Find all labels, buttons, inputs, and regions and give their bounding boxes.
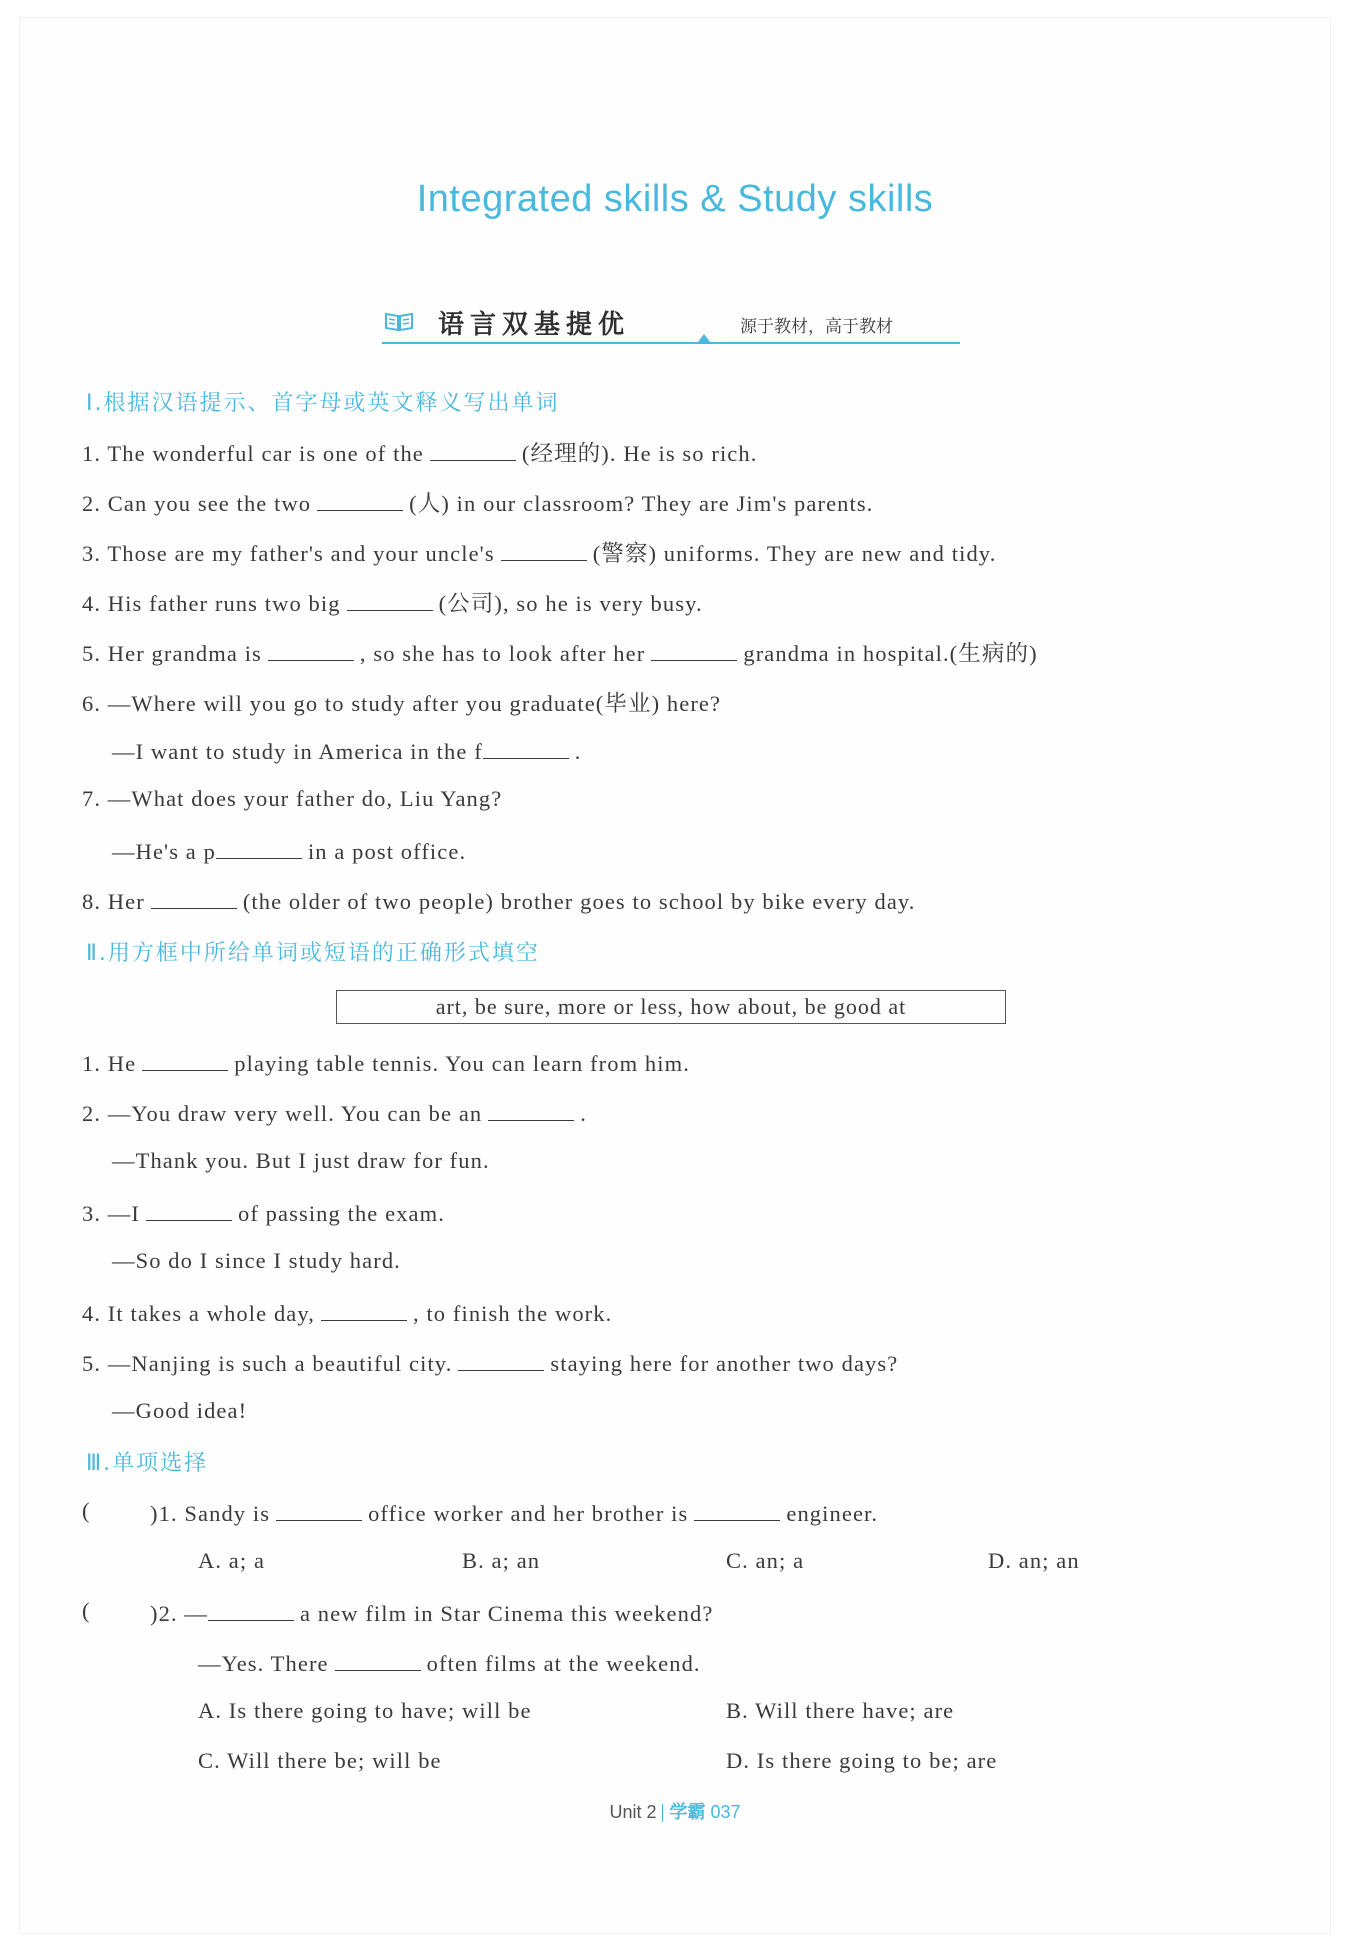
s2-q3-text-c: —So do I since I study hard.: [112, 1248, 401, 1273]
s1-q5-text-c: grandma in hospital.(生病的): [743, 641, 1038, 666]
s1-q2-blank[interactable]: [317, 488, 403, 511]
s2-q4-text-b: , to finish the work.: [413, 1301, 613, 1326]
s1-question-2: [82, 486, 1310, 518]
s3-q2-text-b: a new film in Star Cinema this weekend?: [300, 1601, 714, 1626]
s3-question-2-reply: [198, 1648, 1310, 1677]
s1-question-4: [82, 586, 1310, 618]
s2-question-2: [82, 1098, 1310, 1127]
banner-underline: [382, 342, 960, 344]
s1-q5-blank-2[interactable]: [651, 638, 737, 661]
s2-question-3-reply: [112, 1248, 1310, 1274]
s3-q1-option-d[interactable]: D. an; an: [988, 1548, 1080, 1573]
s1-question-1: [82, 436, 1310, 468]
s3-q2-blank-2[interactable]: [335, 1648, 421, 1671]
s2-q2-text-a: 2. —You draw very well. You can be an: [82, 1101, 483, 1126]
s1-q7-text-b: —He's a p: [112, 839, 216, 864]
s3-q1-option-b[interactable]: B. a; an: [462, 1548, 541, 1573]
banner-title: 语言双基提优: [438, 310, 631, 340]
s1-q5-text-b: , so she has to look after her: [359, 641, 646, 666]
s2-q5-text-c: —Good idea!: [112, 1398, 248, 1423]
banner-subtitle: 源于教材，高于教材: [740, 317, 893, 337]
s3-q1-answer-paren[interactable]: (: [82, 1498, 90, 1523]
s1-q5-text-a: 5. Her grandma is: [82, 641, 262, 666]
s2-q1-blank[interactable]: [142, 1048, 228, 1071]
worksheet-page: [20, 18, 1330, 1933]
s3-q1-blank-1[interactable]: [276, 1498, 362, 1521]
s3-q2-blank-1[interactable]: [208, 1598, 294, 1621]
s2-q3-text-a: 3. —I: [82, 1201, 140, 1226]
s2-q5-blank[interactable]: [458, 1348, 544, 1371]
s2-question-4: [82, 1298, 1310, 1327]
s1-q6-text-b: —I want to study in America in the f: [112, 739, 483, 764]
s3-q2-text-d: often films at the weekend.: [426, 1651, 701, 1676]
s1-question-3: [82, 536, 1310, 568]
s2-q3-text-b: of passing the exam.: [238, 1201, 445, 1226]
s3-q1-option-c[interactable]: C. an; a: [726, 1548, 805, 1573]
section1-heading: Ⅰ.根据汉语提示、首字母或英文释义写出单词: [86, 391, 560, 416]
word-bank-box: art, be sure, more or less, how about, be good at: [336, 990, 1006, 1024]
s3-q2-text-c: —Yes. There: [198, 1651, 329, 1676]
s1-question-6: [82, 686, 1310, 718]
s3-q1-blank-2[interactable]: [694, 1498, 780, 1521]
s2-q4-text-a: 4. It takes a whole day,: [82, 1301, 315, 1326]
banner-triangle: [698, 334, 710, 342]
s2-q4-blank[interactable]: [321, 1298, 407, 1321]
s2-q5-text-a: 5. —Nanjing is such a beautiful city.: [82, 1351, 453, 1376]
s1-question-7-reply: [112, 836, 1310, 865]
s1-q2-text-a: 2. Can you see the two: [82, 491, 312, 516]
s2-q2-blank[interactable]: [488, 1098, 574, 1121]
s1-question-6-reply: [112, 736, 1310, 765]
s1-q4-text-b: (公司), so he is very busy.: [438, 591, 703, 616]
s3-q1-text-a: )1. Sandy is: [150, 1501, 271, 1526]
s1-q2-text-b: (人) in our classroom? They are Jim's parents.: [409, 491, 874, 516]
section3-heading: Ⅲ.单项选择: [86, 1451, 209, 1476]
s1-q8-blank[interactable]: [151, 886, 237, 909]
section-banner: [382, 300, 960, 344]
footer-page-number: 037: [710, 1802, 741, 1822]
s2-question-5-reply: [112, 1398, 1310, 1424]
s3-q2-text-a: )2. —: [150, 1601, 208, 1626]
s1-q1-text-b: (经理的). He is so rich.: [521, 441, 758, 466]
s1-q7-blank[interactable]: [216, 836, 302, 859]
s2-q2-text-b: .: [580, 1101, 587, 1126]
s2-q3-blank[interactable]: [146, 1198, 232, 1221]
s1-q1-text-a: 1. The wonderful car is one of the: [82, 441, 424, 466]
s1-question-8: [82, 886, 1310, 915]
s1-q8-text-b: (the older of two people) brother goes to school by bike every day.: [242, 889, 916, 914]
footer-unit: Unit 2: [609, 1802, 657, 1822]
s3-question-1: [150, 1498, 1310, 1527]
s3-q2-option-b[interactable]: B. Will there have; are: [726, 1698, 955, 1723]
s1-question-7: [82, 786, 1310, 812]
s1-q3-text-a: 3. Those are my father's and your uncle's: [82, 541, 495, 566]
s2-question-3: [82, 1198, 1310, 1227]
s1-q6-blank[interactable]: [483, 736, 569, 759]
s1-q6-text-a: 6. —Where will you go to study after you graduate(毕业) here?: [82, 691, 722, 716]
book-icon: [384, 310, 414, 332]
s3-q1-option-a[interactable]: A. a; a: [198, 1548, 266, 1573]
s1-q4-text-a: 4. His father runs two big: [82, 591, 341, 616]
page-title: Integrated skills & Study skills: [416, 178, 934, 220]
footer-brand: 学霸: [669, 1802, 706, 1823]
s1-q3-blank[interactable]: [501, 538, 587, 561]
s1-q3-text-b: (警察) uniforms. They are new and tidy.: [592, 541, 997, 566]
s3-q1-text-c: engineer.: [786, 1501, 879, 1526]
page-footer: [20, 1798, 1330, 1824]
s1-q7-text-a: 7. —What does your father do, Liu Yang?: [82, 786, 503, 811]
s1-question-5: [82, 636, 1310, 668]
s2-q1-text-a: 1. He: [82, 1051, 137, 1076]
s1-q5-blank-1[interactable]: [268, 638, 354, 661]
s2-q5-text-b: staying here for another two days?: [550, 1351, 899, 1376]
s1-q4-blank[interactable]: [347, 588, 433, 611]
s1-q7-text-c: in a post office.: [307, 839, 467, 864]
s3-q2-option-c[interactable]: C. Will there be; will be: [198, 1748, 442, 1773]
s1-q1-blank[interactable]: [430, 438, 516, 461]
s2-question-1: [82, 1048, 1310, 1077]
section2-heading: Ⅱ.用方框中所给单词或短语的正确形式填空: [86, 941, 540, 966]
s3-q2-option-a[interactable]: A. Is there going to have; will be: [198, 1698, 532, 1723]
s2-question-5: [82, 1348, 1310, 1377]
s3-question-2: [150, 1598, 1310, 1627]
s3-q2-answer-paren[interactable]: (: [82, 1598, 90, 1623]
s1-q8-text-a: 8. Her: [82, 889, 145, 914]
s2-q1-text-b: playing table tennis. You can learn from him.: [234, 1051, 690, 1076]
s2-question-2-reply: [112, 1148, 1310, 1174]
footer-divider: [662, 1804, 663, 1822]
s2-q2-text-c: —Thank you. But I just draw for fun.: [112, 1148, 490, 1173]
s3-q1-text-b: office worker and her brother is: [368, 1501, 689, 1526]
s3-q2-option-d[interactable]: D. Is there going to be; are: [726, 1748, 998, 1773]
s1-q6-text-c: .: [574, 739, 582, 764]
